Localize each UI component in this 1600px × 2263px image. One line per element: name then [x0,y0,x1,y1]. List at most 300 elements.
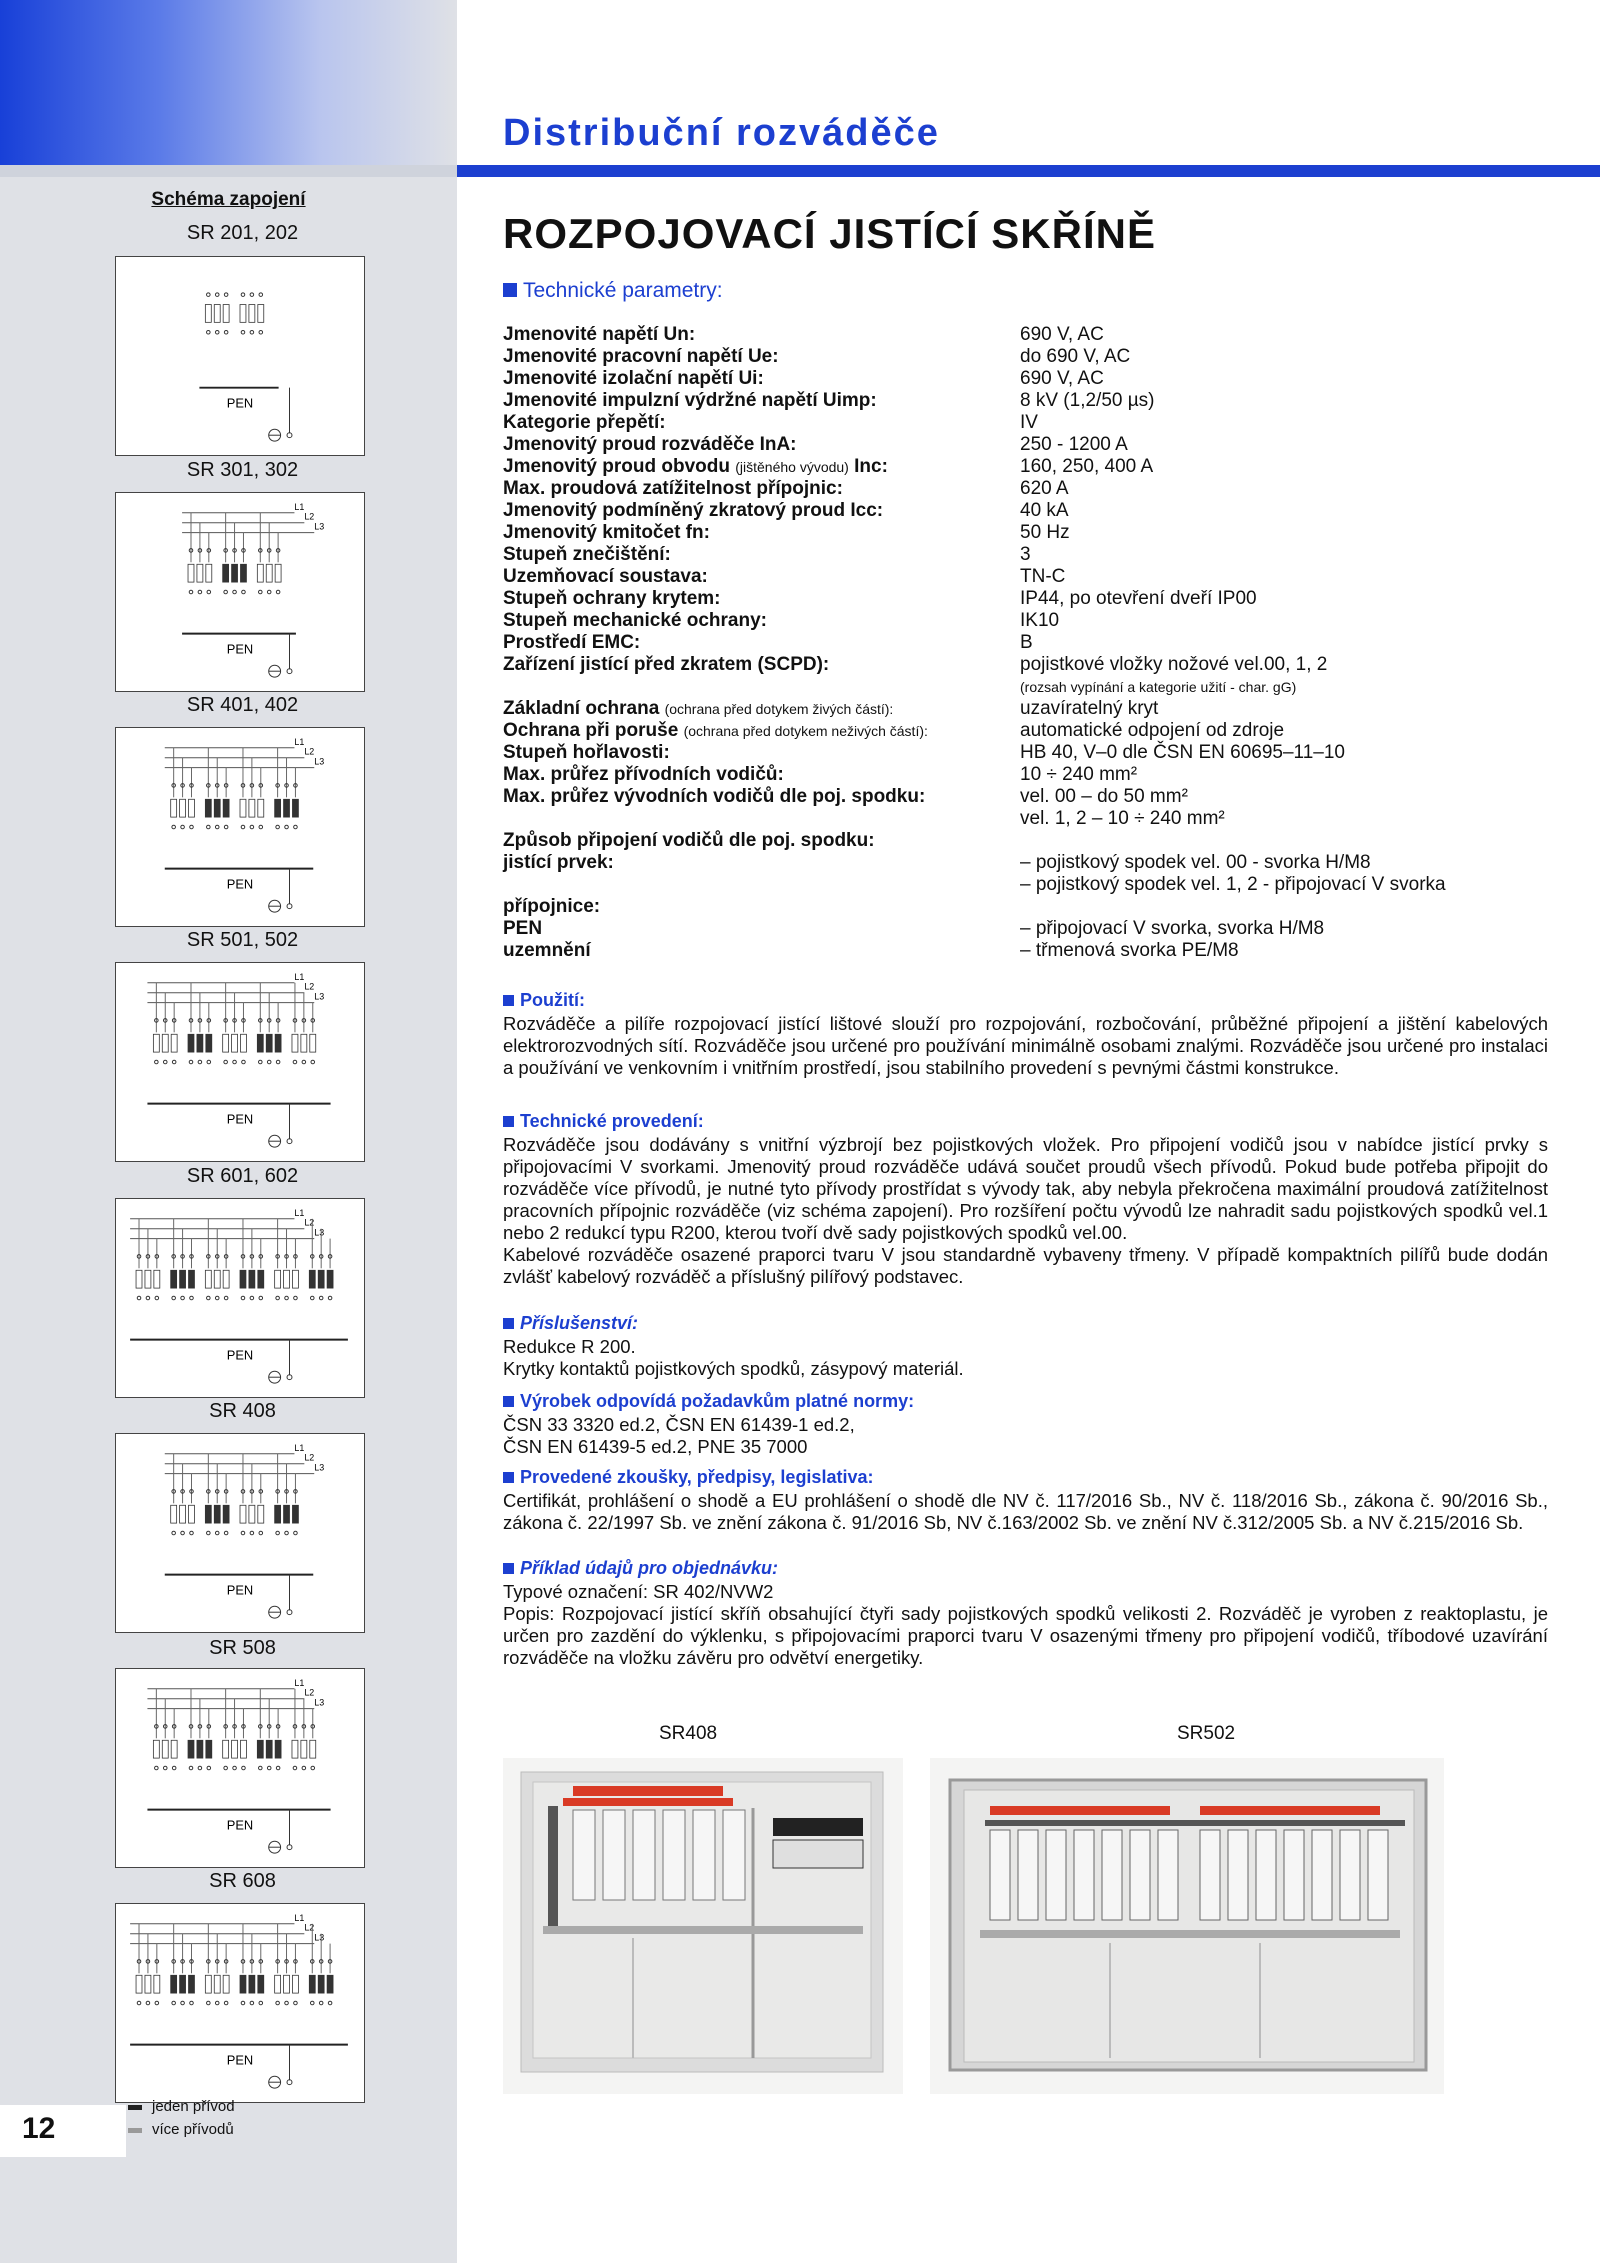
fuse-mark [240,1740,246,1758]
cabinet-sr408-illustration [503,1758,903,2094]
fuse-mark [180,1975,186,1993]
param-value: – třmenová svorka PE/M8 [1020,940,1239,961]
param-key [503,434,1020,456]
fuse-mark [284,1270,290,1288]
pen-label: PEN [226,876,254,892]
fuse-mark [162,1034,168,1052]
param-key-text: PEN [503,918,543,939]
fuse-mark [301,1740,307,1758]
schema-label: SR 201, 202 [186,222,299,244]
fuse-mark [145,1975,151,1993]
param-key [503,786,1020,808]
fuse-mark [205,799,211,817]
fuse-mark [327,1975,333,1993]
fuse-mark [292,1270,298,1288]
param-key [503,808,1020,830]
param-value: 160, 250, 400 A [1020,456,1154,477]
phase-label: L2 [304,981,315,992]
param-key [503,324,1020,346]
param-key [503,544,1020,566]
schema-diagram [115,1903,365,2103]
fuse-mark [240,1270,246,1288]
fuse-mark [275,1270,281,1288]
param-row [503,874,1583,896]
schema-label: SR 608 [209,1870,276,1892]
phase-label: L3 [314,1932,325,1943]
section-paragraph: Rozváděče a pilíře rozpojovací jistící lištové slouží pro rozpojování, rozbočování, průběžné připojení a jištění kabelových elektrorozvodných sítí. Rozváděče jsou určené pro používání minimálně osobami znalými. Rozváděče jsou určené pro instalaci a používání ve venkovním i vnitřním prostředí, jsou stabilního provedení s pevnými částmi konstrukce. [503,1013,1548,1078]
phase-label: L1 [294,1677,305,1688]
param-row [503,830,1583,852]
schema-label: SR 408 [209,1400,276,1422]
fuse-mark [240,1975,246,1993]
fuse-mark [197,1034,203,1052]
phase-label: L2 [304,1217,315,1228]
fuse-mark [180,1505,186,1523]
section-paragraph: Krytky kontaktů pojistkových spodků, zásypový materiál. [503,1358,964,1379]
phase-label: L1 [294,736,305,747]
param-value: – připojovací V svorka, svorka H/M8 [1020,918,1325,939]
section-body [503,1336,1548,1380]
fuse-mark [188,564,194,582]
legend-swatch-multi [128,2128,142,2133]
param-key [503,610,1020,632]
param-value: 620 A [1020,478,1069,499]
fuse-mark [189,799,195,817]
schema-label: SR 301, 302 [186,459,299,481]
fuse-mark [275,1505,281,1523]
param-key [503,874,1020,896]
param-row [503,698,1583,720]
photo-sr502 [930,1758,1444,2094]
param-value: – pojistkový spodek vel. 1, 2 - připojovací V svorka [1020,874,1446,895]
section-heading-text: Výrobek odpovídá požadavkům platné normy: [520,1391,915,1411]
fuse-mark [284,799,290,817]
fuse-mark [249,1975,255,1993]
fuse-mark [162,1740,168,1758]
schema-label: SR 508 [209,1637,276,1659]
param-row [503,478,1583,500]
section-body [503,1490,1548,1534]
param-key [503,676,1020,698]
section-paragraph: Kabelové rozváděče osazené praporci tvaru V jsou standardně vybaveny třmeny. V případě kompaktních pilířů bude dodán zvlášť kabelový rozváděč a příslušný pilířový podstavec. [503,1244,1548,1287]
fuse-mark [310,1740,316,1758]
schema-diagram [115,256,365,456]
param-row [503,456,1583,478]
fuse-mark [292,799,298,817]
param-key-text: Stupeň mechanické ochrany: [503,610,767,631]
param-key-text: Jmenovitý kmitočet fn: [503,522,710,543]
section-body [503,1134,1548,1288]
fuse-mark [214,1505,220,1523]
section-body [503,1581,1548,1669]
fuse-mark [284,1505,290,1523]
section-body [503,1414,1548,1458]
pen-label: PEN [226,1111,254,1127]
photo-sr408 [503,1758,903,2094]
fuse-mark [197,1740,203,1758]
wiring-diagram [116,257,364,455]
param-value: HB 40, V–0 dle ČSN EN 60695–11–10 [1020,742,1345,763]
param-key-text: Jmenovitý proud rozváděče InA: [503,434,797,455]
param-key-text: Jmenovitý proud obvodu [503,456,730,477]
param-value: TN-C [1020,566,1066,587]
param-row [503,500,1583,522]
phase-label: L1 [294,1442,305,1453]
phase-label: L2 [304,1922,315,1933]
section-heading [503,1467,873,1488]
fuse-mark [171,1505,177,1523]
tech-params-heading-text: Technické parametry: [523,279,723,302]
param-key [503,478,1020,500]
fuse-mark [223,1975,229,1993]
fuse-mark [206,1740,212,1758]
schema-diagram [115,1668,365,1868]
fuse-mark [249,799,255,817]
wiring-diagram [116,1434,364,1632]
phase-label: L2 [304,1452,315,1463]
params-table [503,324,1583,962]
fuse-mark [309,1270,315,1288]
schema-label: SR 401, 402 [186,694,299,716]
fuse-mark [206,1034,212,1052]
param-row [503,918,1583,940]
fuse-mark [240,1505,246,1523]
param-key-text: jistící prvek: [503,852,614,873]
param-value: – pojistkový spodek vel. 00 - svorka H/M8 [1020,852,1371,873]
page-header-title: Distribuční rozváděče [503,112,940,154]
legend-multi [128,2121,234,2138]
fuse-mark [301,1034,307,1052]
param-key-text: Ochrana při poruše [503,720,679,741]
param-key-text: Kategorie přepětí: [503,412,666,433]
phase-label: L1 [294,501,305,512]
fuse-mark [257,564,263,582]
fuse-mark [275,799,281,817]
fuse-mark [249,1270,255,1288]
fuse-mark [223,305,229,323]
schema-label: SR 501, 502 [186,929,299,951]
fuse-mark [318,1270,324,1288]
fuse-mark [223,1505,229,1523]
fuse-mark [258,1975,264,1993]
param-key-text: Max. průřez přívodních vodičů: [503,764,784,785]
section-heading [503,1391,914,1412]
param-row [503,412,1583,434]
tech-params-heading [503,279,723,303]
param-key-text: Max. proudová zatížitelnost přípojnic: [503,478,843,499]
phase-label: L3 [314,521,325,532]
param-key [503,830,1020,852]
param-key-text: Jmenovité izolační napětí Ui: [503,368,764,389]
param-key-text: Jmenovitý podmíněný zkratový proud Icc: [503,500,884,521]
param-key [503,346,1020,368]
param-value: automatické odpojení od zdroje [1020,720,1285,741]
fuse-mark [154,1975,160,1993]
fuse-mark [189,1270,195,1288]
param-value: 50 Hz [1020,522,1070,543]
param-row [503,654,1583,676]
section-heading [503,1558,778,1579]
fuse-mark [318,1975,324,1993]
param-key [503,632,1020,654]
fuse-mark [189,1505,195,1523]
section-paragraph: Typové označení: SR 402/NVW2 [503,1581,774,1602]
param-key-text: Způsob připojení vodičů dle poj. spodku: [503,830,875,851]
pen-label: PEN [226,395,254,411]
param-key-note: (ochrana před dotykem neživých částí): [683,723,928,739]
param-key-text: uzemnění [503,940,591,961]
cabinet-sr502-illustration [930,1758,1444,2094]
fuse-mark [214,305,220,323]
param-row [503,566,1583,588]
fuse-mark [266,564,272,582]
legend-label-single: jeden přívod [152,2098,235,2115]
param-key [503,456,1020,478]
phase-label: L3 [314,756,325,767]
fuse-mark [171,1740,177,1758]
page-number-box [0,2105,126,2157]
fuse-mark [258,1270,264,1288]
schema-diagram [115,962,365,1162]
bullet-square-icon [503,1116,514,1127]
fuse-mark [223,1740,229,1758]
fuse-mark [171,1034,177,1052]
section-heading-text: Příklad údajů pro objednávku: [520,1558,779,1578]
fuse-mark [249,305,255,323]
section-heading [503,1111,704,1132]
param-key [503,412,1020,434]
param-value: 690 V, AC [1020,324,1104,345]
phase-label: L1 [294,1912,305,1923]
fuse-mark [258,1505,264,1523]
section-paragraph: Popis: Rozpojovací jistící skříň obsahující čtyři sady pojistkových spodků velikosti 2. Rozváděč je vyroben z reaktoplastu, je určen pro zazdění do výklenku, s připojovacími praporci tvaru V osazenými třmeny pro připojení vodičů, tříbodové uzavírání rozváděče na vložku závěru pro odvětví energetiky. [503,1603,1548,1668]
fuse-mark [189,1975,195,1993]
fuse-mark [205,1975,211,1993]
phase-label: L3 [314,1462,325,1473]
fuse-mark [292,1034,298,1052]
param-row [503,742,1583,764]
param-key [503,654,1020,676]
param-key-suffix: Inc: [854,456,888,477]
photo-label-sr502: SR502 [1177,1723,1236,1744]
param-key-text: Stupeň znečištění: [503,544,671,565]
param-key-note: (ochrana před dotykem živých částí): [664,701,894,717]
phase-label: L3 [314,991,325,1002]
fuse-mark [136,1270,142,1288]
section-heading-text: Příslušenství: [520,1313,639,1333]
param-key [503,500,1020,522]
phase-label: L1 [294,1207,305,1218]
fuse-mark [171,1975,177,1993]
param-key [503,698,1020,720]
bullet-square-icon [503,1563,514,1574]
legend-swatch-single [128,2105,142,2110]
schema-diagram [115,727,365,927]
section-heading-text: Použití: [520,990,585,1010]
main-title: ROZPOJOVACÍ JISTÍCÍ SKŘÍNĚ [503,210,1156,257]
legend-label-multi: více přívodů [152,2121,234,2138]
param-key-text: Uzemňovací soustava: [503,566,708,587]
param-value: do 690 V, AC [1020,346,1131,367]
section-body [503,1013,1548,1079]
fuse-mark [257,1740,263,1758]
param-row [503,522,1583,544]
fuse-mark [292,1505,298,1523]
param-row [503,786,1583,808]
fuse-mark [205,305,211,323]
section-heading-text: Provedené zkoušky, předpisy, legislativa: [520,1467,874,1487]
schema-diagram [115,1198,365,1398]
fuse-mark [257,1034,263,1052]
param-value: 250 - 1200 A [1020,434,1128,455]
pen-label: PEN [226,1347,254,1363]
fuse-mark [153,1034,159,1052]
fuse-mark [214,1270,220,1288]
param-key-text: Jmenovité napětí Un: [503,324,696,345]
param-value: 10 ÷ 240 mm² [1020,764,1138,785]
param-row [503,346,1583,368]
param-key [503,566,1020,588]
param-value: vel. 00 – do 50 mm² [1020,786,1188,807]
param-row [503,368,1583,390]
param-key [503,896,1020,918]
fuse-mark [275,1034,281,1052]
phase-label: L3 [314,1697,325,1708]
bullet-square-icon [503,1318,514,1329]
param-value: IK10 [1020,610,1060,631]
param-key-text: Max. průřez vývodních vodičů dle poj. spodku: [503,786,926,807]
param-key-text: Stupeň hořlavosti: [503,742,670,763]
schema-label: SR 601, 602 [186,1165,299,1187]
schema-diagram [115,1433,365,1633]
section-heading [503,990,585,1011]
param-row [503,434,1583,456]
phase-label: L1 [294,971,305,982]
param-row [503,720,1583,742]
pen-label: PEN [226,1817,254,1833]
param-value: uzavíratelný kryt [1020,698,1159,719]
param-row [503,544,1583,566]
param-value: 8 kV (1,2/50 µs) [1020,390,1155,411]
phase-label: L2 [304,746,315,757]
header-rule-left [0,165,457,177]
fuse-mark [258,305,264,323]
fuse-mark [223,1270,229,1288]
wiring-diagram [116,1904,364,2102]
fuse-mark [223,564,229,582]
param-row [503,390,1583,412]
fuse-mark [240,305,246,323]
section-heading-text: Technické provedení: [520,1111,704,1131]
bullet-square-icon [503,283,517,297]
param-key-text: Stupeň ochrany krytem: [503,588,721,609]
param-row [503,676,1583,698]
fuse-mark [223,1034,229,1052]
param-value: vel. 1, 2 – 10 ÷ 240 mm² [1020,808,1225,829]
param-row [503,808,1583,830]
param-row [503,588,1583,610]
param-value: 40 kA [1020,500,1069,521]
fuse-mark [136,1975,142,1993]
fuse-mark [214,799,220,817]
section-paragraph: Redukce R 200. [503,1336,636,1357]
param-key [503,918,1020,940]
fuse-mark [275,564,281,582]
fuse-mark [205,1270,211,1288]
section-heading [503,1313,638,1334]
fuse-mark [284,1975,290,1993]
section-paragraph: Certifikát, prohlášení o shodě a EU prohlášení o shodě dle NV č. 117/2016 Sb., NV č. 118/2016 Sb., zákona č. 90/2016 Sb., zákona č. 22/1997 Sb. ve znění zákona č. 91/2016 Sb, NV č.163/2002 Sb. ve znění NV č.312/2005 Sb. a NV č.215/2016 Sb. [503,1490,1548,1533]
fuse-mark [171,799,177,817]
fuse-mark [197,564,203,582]
param-value: pojistkové vložky nožové vel.00, 1, 2 [1020,654,1328,675]
param-key [503,852,1020,874]
fuse-mark [240,799,246,817]
fuse-mark [180,799,186,817]
param-key [503,764,1020,786]
fuse-mark [240,1034,246,1052]
fuse-mark [258,799,264,817]
fuse-mark [145,1270,151,1288]
pen-label: PEN [226,1582,254,1598]
bullet-square-icon [503,1396,514,1407]
fuse-mark [232,1034,238,1052]
fuse-mark [223,799,229,817]
wiring-diagram [116,728,364,926]
pen-label: PEN [226,641,254,657]
param-key [503,720,1020,742]
fuse-mark [292,1975,298,1993]
fuse-mark [232,564,238,582]
param-key-text: přípojnice: [503,896,601,917]
section-paragraph: Rozváděče jsou dodávány s vnitřní výzbrojí bez pojistkových vložek. Pro připojení vodičů jsou v nabídce jistící prvky s připojovacími V svorkami. Jmenovitý proud rozváděče udává součet proudů všech přívodů. Pokud bude potřeba připojit do rozváděče více přívodů, je nutné tyto přívody prostřídat s vývody tak, aby nebyla překročena maximální proudová zatížitelnost pracovních přípojnic rozváděče (viz schéma zapojení). Pro rozšíření počtu vývodů lze nahradit sadu pojistkových spodků vel.1 nebo 2 redukcí typu R200, kterou tvoří dvě sady pojistkových spodků vel.00. [503,1134,1548,1243]
fuse-mark [240,564,246,582]
fuse-mark [171,1270,177,1288]
fuse-mark [188,1034,194,1052]
fuse-mark [214,1975,220,1993]
param-key-text: Prostředí EMC: [503,632,641,653]
phase-label: L2 [304,1687,315,1698]
param-value: B [1020,632,1033,653]
bullet-square-icon [503,1472,514,1483]
param-key [503,940,1020,962]
section-paragraph: ČSN EN 61439-5 ed.2, PNE 35 7000 [503,1436,808,1457]
fuse-mark [266,1740,272,1758]
fuse-mark [206,564,212,582]
fuse-mark [327,1270,333,1288]
fuse-mark [292,1740,298,1758]
wiring-diagram [116,493,364,691]
fuse-mark [275,1975,281,1993]
phase-label: L2 [304,511,315,522]
wiring-diagram [116,963,364,1161]
param-key-note: (jištěného vývodu) [735,459,849,475]
param-key [503,368,1020,390]
header-gradient [0,0,457,165]
fuse-mark [232,1740,238,1758]
fuse-mark [153,1740,159,1758]
section-paragraph: ČSN 33 3320 ed.2, ČSN EN 61439-1 ed.2, [503,1414,855,1435]
fuse-mark [266,1034,272,1052]
param-key [503,522,1020,544]
fuse-mark [154,1270,160,1288]
fuse-mark [249,1505,255,1523]
param-row [503,324,1583,346]
legend-single [128,2098,235,2115]
fuse-mark [309,1975,315,1993]
pen-label: PEN [226,2052,254,2068]
param-key-text: Zařízení jistící před zkratem (SCPD): [503,654,830,675]
